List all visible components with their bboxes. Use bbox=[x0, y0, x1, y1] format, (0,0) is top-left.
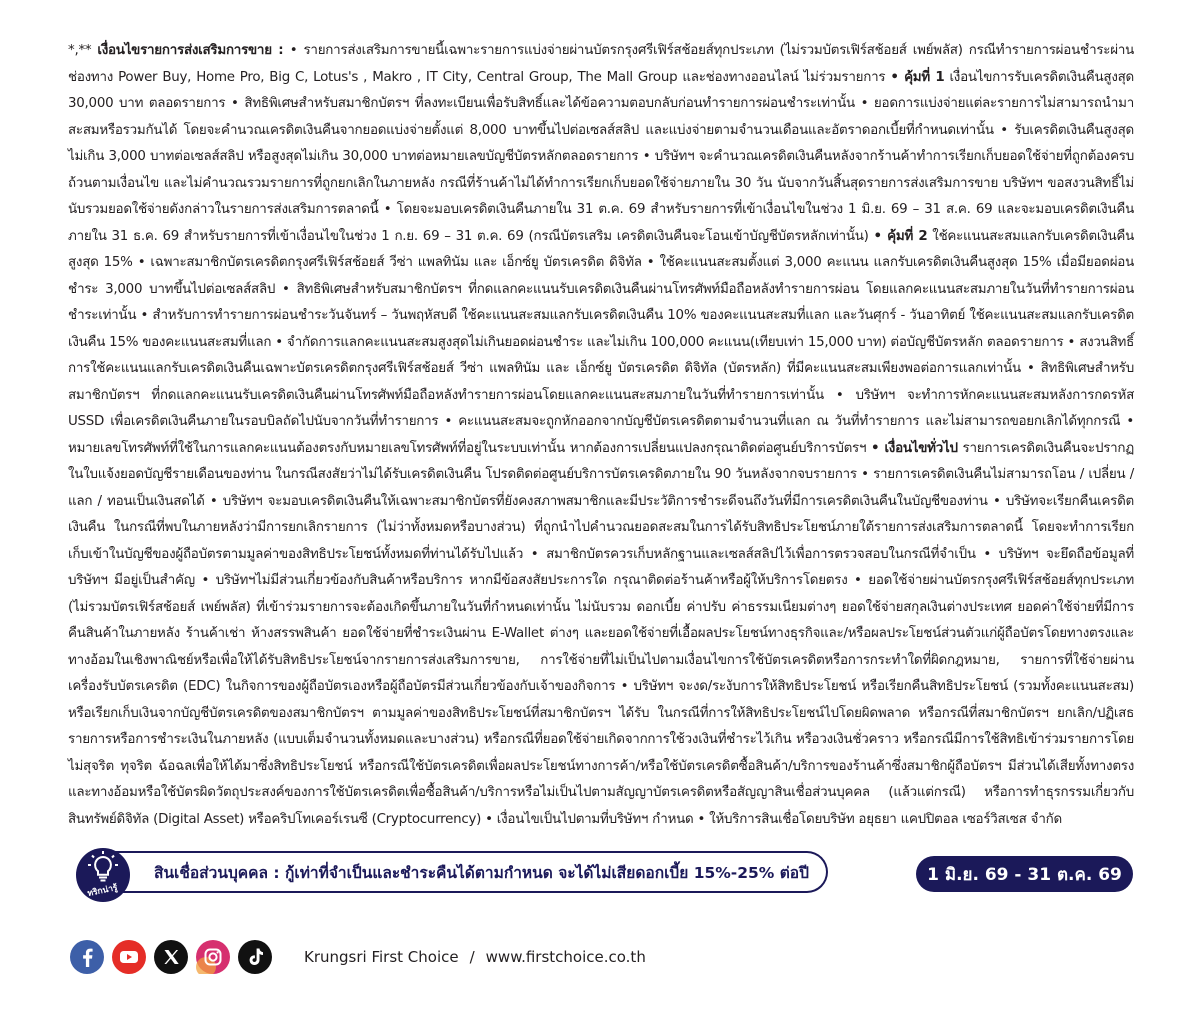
footer-brand: Krungsri First Choice bbox=[304, 948, 459, 966]
lightbulb-caption: ทริกน่ารู้ bbox=[86, 882, 119, 900]
tiktok-icon[interactable] bbox=[238, 940, 272, 974]
youtube-icon[interactable] bbox=[112, 940, 146, 974]
banner-headline: สินเชื่อส่วนบุคคล : กู้เท่าที่จำเป็นและชำระคืนได้ตามกำหนด จะได้ไม่เสียดอกเบี้ย 15%-25% ต่อปี bbox=[114, 851, 828, 893]
terms-heading-benefit-2: • คุ้มที่ 2 bbox=[873, 228, 928, 244]
terms-paragraph bbox=[68, 38, 1134, 833]
social-links bbox=[70, 940, 272, 974]
footer-separator: / bbox=[469, 948, 475, 966]
x-icon[interactable] bbox=[154, 940, 188, 974]
terms-general-conditions-text: รายการเครดิตเงินคืนจะปรากฏในใบแจ้งยอดบัญชีรายเดือนของท่าน ในกรณีสงสัยว่าไม่ได้รับเครดิตเงินคืน โปรดติดต่อศูนย์บริการบัตรเครดิตภายใน 90 วันหลังจากจบรายการ • รายการเครดิตเงินคืนไม่สามารถโอน / เปลี่ยน / แลก / ทอนเป็นเงินสดได้ • บริษัทฯ จะมอบเครดิตเงินคืนให้เฉพาะสมาชิกบัตรที่ยังคงสภาพสมาชิกและมีประวัติการชำระดีจนถึงวันที่มีการเครดิตเงินคืนในบัญชีของท่าน • บริษัทจะเรียกคืนเครดิตเงินคืน ในกรณีที่พบในภายหลังว่ามีการยกเลิกรายการ (ไม่ว่าทั้งหมดหรือบางส่วน) ที่ถูกนำไปคำนวณยอดสะสมในการได้รับสิทธิประโยชน์ภายใต้รายการส่งเสริมการตลาดนี้ โดยจะทำการเรียกเก็บเข้าในบัญชีของผู้ถือบัตรตามมูลค่าของสิทธิประโยชน์ทั้งหมดที่ท่านได้รับไปแล้ว • สมาชิกบัตรควรเก็บหลักฐานและเซลส์สลิปไว้เพื่อการตรวจสอบในกรณีที่จำเป็น • บริษัทฯ จะยึดถือข้อมูลที่บริษัทฯ มีอยู่เป็นสำคัญ • บริษัทฯไม่มีส่วนเกี่ยวข้องกับสินค้าหรือบริการ หากมีข้อสงสัยประการใด กรุณาติดต่อร้านค้าหรือผู้ให้บริการโดยตรง • ยอดใช้จ่ายผ่านบัตรกรุงศรีเฟิร์สช้อยส์ทุกประเภท (ไม่รวมบัตรเฟิร์สช้อยส์ เพย์พลัส) ที่เข้าร่วมรายการจะต้องเกิดขึ้นภายในวันที่กำหนดเท่านั้น ไม่นับรวม ดอกเบี้ย ค่าปรับ ค่าธรรมเนียมต่างๆ ยอดใช้จ่ายสกุลเงินต่างประเทศ ยอดค่าใช้จ่ายที่มีการคืนสินค้าในภายหลัง ร้านค้าเช่า ห้างสรรพสินค้า ยอดใช้จ่ายที่ชำระเงินผ่าน E-Wallet ต่างๆ และยอดใช้จ่ายที่เอื้อผลประโยชน์ทางธุรกิจและ/หรือผลประโยชน์ส่วนตัวแก่ผู้ถือบัตรโดยทางตรงและทางอ้อมในเชิงพาณิชย์หรือเพื่อให้ได้รับสิทธิประโยชน์จากรายการส่งเสริมการขาย, การใช้จ่ายที่ไม่เป็นไปตามเงื่อนไขการใช้บัตรเครดิตหรือการกระทำใดที่ผิดกฎหมาย, รายการที่ใช้จ่ายผ่านเครื่องรับบัตรเครดิต (EDC) ในกิจการของผู้ถือบัตรเองหรือผู้ถือบัตรมีส่วนเกี่ยวข้องกับเจ้าของกิจการ • บริษัทฯ จะงด/ระงับการให้สิทธิประโยชน์ หรือเรียกคืนสิทธิประโยชน์ (รวมทั้งคะแนนสะสม) หรือเรียกเก็บเงินจากบัญชีบัตรเครดิตของสมาชิกบัตรฯ ตามมูลค่าของสิทธิประโยชน์ที่สมาชิกบัตรฯ ได้รับ ในกรณีที่การให้สิทธิประโยชน์ไปโดยผิดพลาด หรือกรณีที่สมาชิกบัตรฯ ยกเลิก/ปฏิเสธรายการหรือการชำระเงินในภายหลัง (แบบเต็มจำนวนทั้งหมดและบางส่วน) หรือกรณีที่ยอดใช้จ่ายเกิดจากการใช้วงเงินที่ชำระไว้เกิน หรือวงเงินชั่วคราว หรือกรณีมีการใช้สิทธิเข้าร่วมรายการโดยไม่สุจริต ทุจริต ฉ้อฉลเพื่อให้ได้มาซึ่งสิทธิประโยชน์ หรือกรณีใช้บัตรเครดิตเพื่อผลประโยชน์ทางการค้า/หรือใช้บัตรเครดิตซื้อสินค้า/บริการของร้านค้าซึ่งสมาชิกผู้ถือบัตรฯ มีส่วนได้เสียทั้งทางตรงและทางอ้อมหรือใช้บัตรผิดวัตถุประสงค์ของการใช้บัตรเครดิตเพื่อซื้อสินค้า/บริการหรือไม่เป็นไปตามสัญญาบัตรเครดิตหรือสัญญาสินเชื่อส่วนบุคคล (แล้วแต่กรณี) หรือการทำธุรกรรมเกี่ยวกับสินทรัพย์ดิจิทัล (Digital Asset) หรือคริปโทเคอร์เรนซี (Cryptocurrency) • เงื่อนไขเป็นไปตามที่บริษัทฯ กำหนด • ให้บริการสินเชื่อโดยบริษัท อยุธยา แคปปิตอล เซอร์วิสเซส จำกัด bbox=[68, 440, 1134, 827]
instagram-icon[interactable] bbox=[196, 940, 230, 974]
terms-general-text: • รายการส่งเสริมการขายนี้เฉพาะรายการแบ่งจ่ายผ่านบัตรกรุงศรีเฟิร์สช้อยส์ทุกประเภท (ไม่รวมบัตรเฟิร์สช้อยส์ เพย์พลัส) กรณีทำรายการผ่อนชำระผ่านช่องทาง Power Buy, Home Pro, Big C, Lotus's , Makro , IT City, Central Group, The Mall Group และช่องทางออนไลน์ ไม่ร่วมรายการ bbox=[68, 43, 1134, 85]
terms-heading-general: • เงื่อนไขทั่วไป bbox=[871, 440, 958, 456]
footer-website-link[interactable]: www.firstchoice.co.th bbox=[485, 948, 646, 966]
terms-heading-promotion: เงื่อนไขรายการส่งเสริมการขาย : bbox=[97, 43, 290, 58]
terms-benefit-1-text: เงื่อนไขการรับเครดิตเงินคืนสูงสุด 30,000 บาท ตลอดรายการ • สิทธิพิเศษสำหรับสมาชิกบัตรฯ ที่ลงทะเบียนเพื่อรับสิทธิ์และได้ข้อความตอบกลับก่อนทำรายการผ่อนชำระเท่านั้น • ยอดการแบ่งจ่ายแต่ละรายการไม่สามารถนำมาสะสมหรือรวมกันได้ โดยจะคำนวณเครดิตเงินคืนจากยอดแบ่งจ่ายตั้งแต่ 8,000 บาทขึ้นไปต่อเซลส์สลิป และแบ่งจ่ายตามจำนวนเดือนและอัตราดอกเบี้ยที่กำหนดเท่านั้น • รับเครดิตเงินคืนสูงสุดไม่เกิน 3,000 บาทต่อเซลส์สลิป หรือสูงสุดไม่เกิน 30,000 บาทต่อหมายเลขบัญชีบัตรหลักตลอดรายการ • บริษัทฯ จะคำนวณเครดิตเงินคืนหลังจากร้านค้าทำการเรียกเก็บยอดใช้จ่ายที่ถูกต้องครบถ้วนตามเงื่อนไข และไม่คำนวณรวมรายการที่ถูกยกเลิกในภายหลัง กรณีที่ร้านค้าไม่ได้ทำการเรียกเก็บยอดใช้จ่ายภายใน 30 วัน นับจากวันสิ้นสุดรายการส่งเสริมการขาย บริษัทฯ ขอสงวนสิทธิ์ไม่นับรวมยอดใช้จ่ายดังกล่าวในรายการส่งเสริมการตลาดนี้ • โดยจะมอบเครดิตเงินคืนภายใน 31 ต.ค. 69 สำหรับรายการที่เข้าเงื่อนไขในช่วง 1 มิ.ย. 69 – 31 ส.ค. 69 และจะมอบเครดิตเงินคืนภายใน 31 ธ.ค. 69 สำหรับรายการที่เข้าเงื่อนไขในช่วง 1 ก.ย. 69 – 31 ต.ค. 69 (กรณีบัตรเสริม เครดิตเงินคืนจะโอนเข้าบัญชีบัตรหลักเท่านั้น) bbox=[68, 69, 1135, 244]
promotion-date-range: 1 มิ.ย. 69 - 31 ต.ค. 69 bbox=[916, 856, 1133, 892]
terms-footnote-marks: *,** bbox=[68, 43, 98, 58]
terms-heading-benefit-1: • คุ้มที่ 1 bbox=[890, 69, 945, 85]
terms-benefit-2-text: ใช้คะแนนสะสมแลกรับเครดิตเงินคืนสูงสุด 15% • เฉพาะสมาชิกบัตรเครดิตกรุงศรีเฟิร์สช้อยส์ วีซ่า แพลทินัม และ เอ็กซ์ยู บัตรเครดิต ดิจิทัล • ใช้คะแนนสะสมตั้งแต่ 3,000 คะแนน แลกรับเครดิตเงินคืนสูงสุด 15% เมื่อมียอดผ่อนชำระ 3,000 บาทขึ้นไปต่อเซลส์สลิป • สิทธิพิเศษสำหรับสมาชิกบัตรฯ ที่กดแลกคะแนนรับเครดิตเงินคืนผ่านโทรศัพท์มือถือหลังทำรายการผ่อน โดยแลกคะแนนสะสมภายในวันที่ทำรายการผ่อนชำระเท่านั้น • สำหรับการทำรายการผ่อนชำระวันจันทร์ – วันพฤหัสบดี ใช้คะแนนสะสมแลกรับเครดิตเงินคืน 10% ของคะแนนสะสมที่แลก และวันศุกร์ - วันอาทิตย์ ใช้คะแนนสะสมแลกรับเครดิตเงินคืน 15% ของคะแนนสะสมที่แลก • จำกัดการแลกคะแนนสะสมสูงสุดไม่เกินยอดผ่อนชำระ และไม่เกิน 100,000 คะแนน(เทียบเท่า 15,000 บาท) ต่อบัญชีบัตรหลัก ตลอดรายการ • สงวนสิทธิ์การใช้คะแนนแลกรับเครดิตเงินคืนเฉพาะบัตรเครดิตกรุงศรีเฟิร์สช้อยส์ วีซ่า แพลทินัม และ เอ็กซ์ยู บัตรเครดิต ดิจิทัล (บัตรหลัก) ที่มีคะแนนสะสมเพียงพอต่อการแลกเท่านั้น • สิทธิพิเศษสำหรับสมาชิกบัตรฯ ที่กดแลกคะแนนรับเครดิตเงินคืนผ่านโทรศัพท์มือถือหลังทำรายการผ่อนโดยแลกคะแนนสะสมภายในวันที่ทำรายการเท่านั้น • บริษัทฯ จะทำการหักคะแนนสะสมหลังการกดรหัส USSD เพื่อเครดิตเงินคืนภายในรอบบิลถัดไปนับจากวันที่ทำรายการ • คะแนนสะสมจะถูกหักออกจากบัญชีบัตรเครดิตตามจำนวนที่แลก ณ วันที่ทำรายการ และไม่สามารถขอยกเลิกได้ทุกกรณี • หมายเลขโทรศัพท์ที่ใช้ในการแลกคะแนนต้องตรงกับหมายเลขโทรศัพท์ที่อยู่ในระบบเท่านั้น หากต้องการเปลี่ยนแปลงกรุณาติดต่อศูนย์บริการบัตรฯ bbox=[68, 228, 1134, 456]
loan-advice-banner bbox=[70, 846, 830, 904]
lightbulb-icon bbox=[70, 846, 140, 904]
terms-and-conditions bbox=[68, 38, 1134, 833]
facebook-icon[interactable] bbox=[70, 940, 104, 974]
footer bbox=[70, 938, 770, 976]
